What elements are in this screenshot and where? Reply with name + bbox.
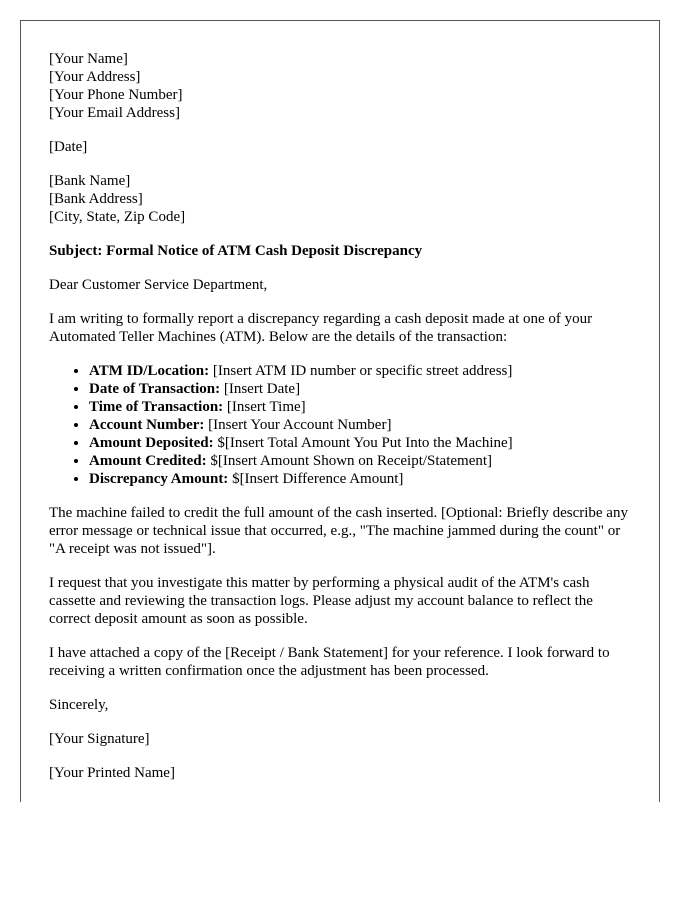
detail-value: $[Insert Total Amount You Put Into the Machine] bbox=[213, 435, 513, 451]
detail-value: $[Insert Amount Shown on Receipt/Statement] bbox=[206, 453, 493, 469]
detail-value: [Insert ATM ID number or specific street address] bbox=[209, 363, 513, 379]
bank-name: [Bank Name] bbox=[49, 173, 131, 189]
detail-atm-location bbox=[89, 362, 631, 380]
recipient-block bbox=[49, 172, 631, 226]
detail-label: ATM ID/Location: bbox=[89, 363, 210, 379]
detail-value: [Insert Time] bbox=[223, 399, 306, 415]
detail-label: Amount Credited: bbox=[89, 453, 207, 469]
detail-label: Time of Transaction: bbox=[89, 399, 224, 415]
detail-transaction-date bbox=[89, 380, 631, 398]
sender-block bbox=[49, 50, 631, 122]
sender-address: [Your Address] bbox=[49, 69, 141, 85]
detail-value: [Insert Date] bbox=[220, 381, 301, 397]
detail-label: Amount Deposited: bbox=[89, 435, 214, 451]
failure-paragraph: The machine failed to credit the full amount of the cash inserted. [Optional: Briefly describe any error message or technical issue that occurred, e.g., "The machine jammed during the count" or "A receipt was not issued"]. bbox=[49, 505, 628, 557]
detail-value: [Insert Your Account Number] bbox=[204, 417, 392, 433]
attachment-paragraph: I have attached a copy of the [Receipt / Bank Statement] for your reference. I look forward to receiving a written confirmation once the adjustment has been processed. bbox=[49, 645, 610, 679]
sender-name: [Your Name] bbox=[49, 51, 128, 67]
date-block bbox=[49, 138, 631, 156]
closing: Sincerely, bbox=[49, 697, 109, 713]
detail-value: $[Insert Difference Amount] bbox=[228, 471, 404, 487]
signature: [Your Signature] bbox=[49, 731, 150, 747]
detail-transaction-time bbox=[89, 398, 631, 416]
sender-email: [Your Email Address] bbox=[49, 105, 180, 121]
letter-date: [Date] bbox=[49, 139, 88, 155]
detail-amount-deposited bbox=[89, 434, 631, 452]
letter-page bbox=[20, 20, 660, 802]
detail-discrepancy-amount bbox=[89, 470, 631, 488]
detail-amount-credited bbox=[89, 452, 631, 470]
detail-account-number bbox=[89, 416, 631, 434]
printed-name: [Your Printed Name] bbox=[49, 765, 175, 781]
detail-label: Discrepancy Amount: bbox=[89, 471, 229, 487]
bank-address: [Bank Address] bbox=[49, 191, 143, 207]
subject-line: Subject: Formal Notice of ATM Cash Deposit Discrepancy bbox=[49, 243, 423, 259]
transaction-details-list bbox=[49, 362, 631, 488]
intro-paragraph: I am writing to formally report a discrepancy regarding a cash deposit made at one of your Automated Teller Machines (ATM). Below are the details of the transaction: bbox=[49, 311, 593, 345]
bank-city-state-zip: [City, State, Zip Code] bbox=[49, 209, 186, 225]
sender-phone: [Your Phone Number] bbox=[49, 87, 183, 103]
salutation: Dear Customer Service Department, bbox=[49, 277, 268, 293]
detail-label: Date of Transaction: bbox=[89, 381, 221, 397]
request-paragraph: I request that you investigate this matter by performing a physical audit of the ATM's cash cassette and reviewing the transaction logs. Please adjust my account balance to reflect the correct deposit amount as soon as possible. bbox=[49, 575, 593, 627]
detail-label: Account Number: bbox=[89, 417, 205, 433]
